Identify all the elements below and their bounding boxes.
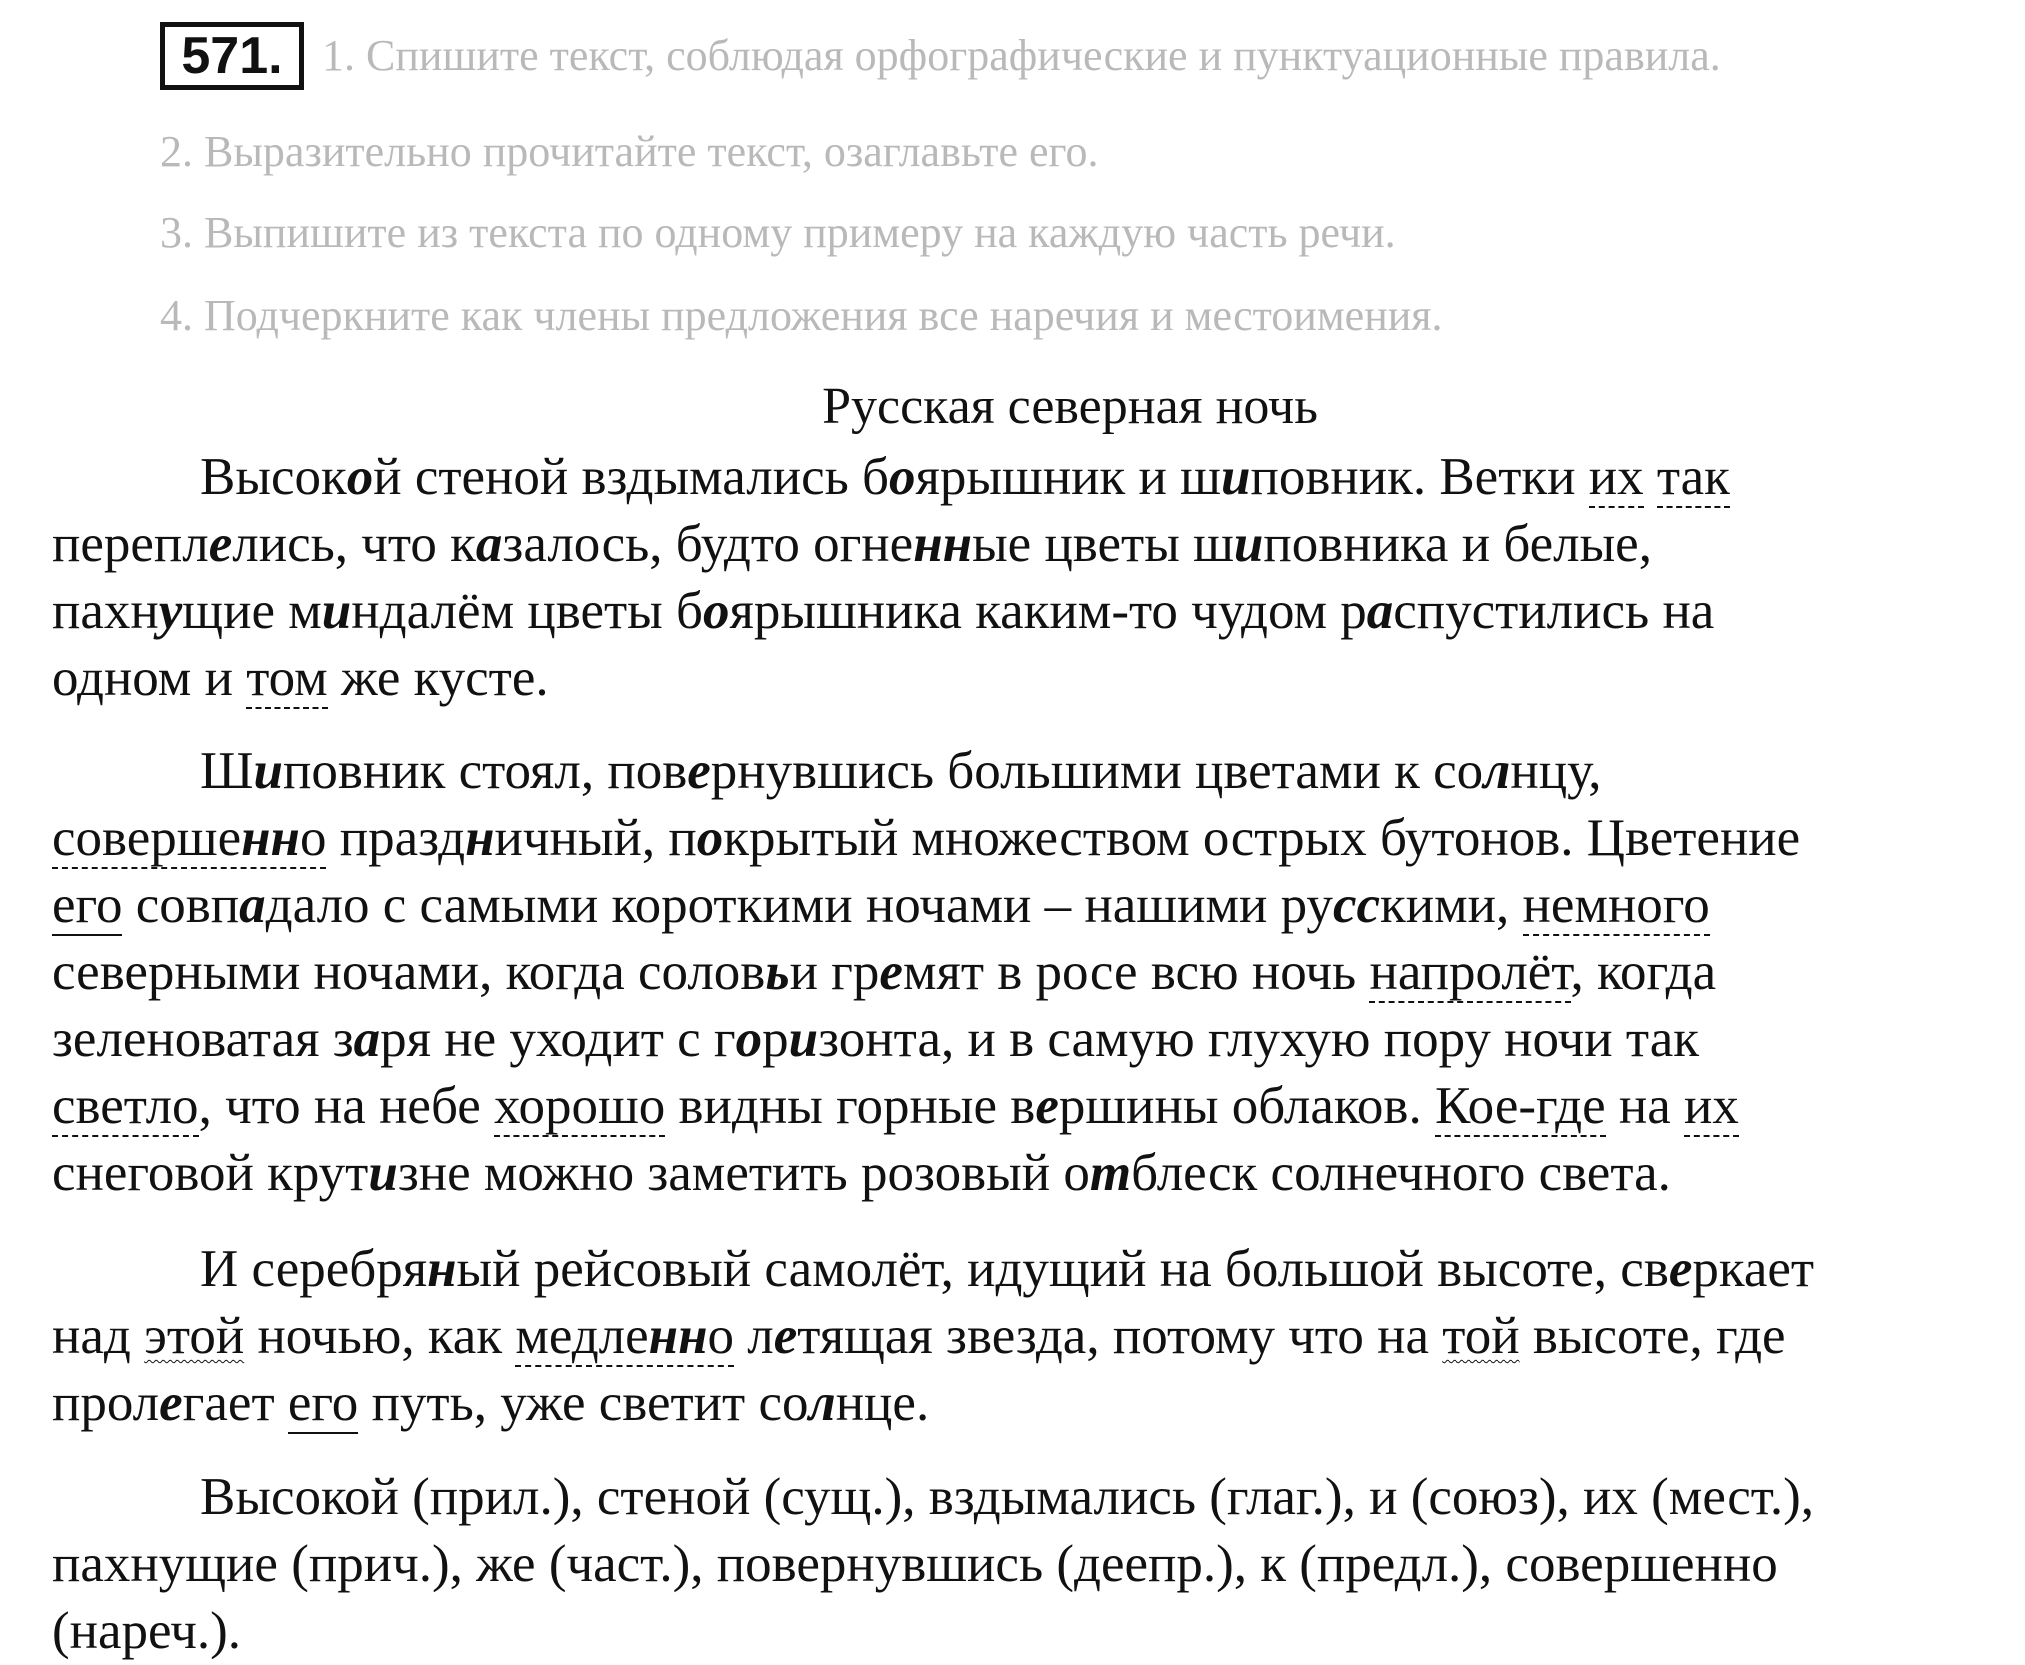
instruction-1: 1. Спишите текст, соблюдая орфографические и пунктуационные правила. xyxy=(322,31,1721,80)
p1-line-2: переплелись, что казалось, будто огненные цветы шиповника и белые, xyxy=(52,515,1652,573)
p2-line-3: его совпадало с самыми короткими ночами – нашими русскими, немного xyxy=(52,876,1710,934)
p2-line-4: северными ночами, когда соловьи гремят в росе всю ночь напролёт, когда xyxy=(52,943,1717,1001)
instruction-3: 3. Выпишите из текста по одному примеру на каждую часть речи. xyxy=(160,208,1396,257)
p1-line-4: одном и том же кусте. xyxy=(52,649,549,707)
p2-line-1: Шиповник стоял, повернувшись большими цветами к солнцу, xyxy=(200,742,1602,800)
instruction-4: 4. Подчеркните как члены предложения все наречия и местоимения. xyxy=(160,291,1443,340)
p1-line-3: пахнущие миндалём цветы боярышника каким-то чудом распустились на xyxy=(52,582,1715,640)
p2-line-2: совершенно праздничный, покрытый множеством острых бутонов. Цветение xyxy=(52,809,1801,867)
p4-line-2: пахнущие (прич.), же (част.), повернувшись (деепр.), к (предл.), совершенно xyxy=(52,1535,1778,1593)
p4-line-1: Высокой (прил.), стеной (сущ.), вздымались (глаг.), и (союз), их (мест.), xyxy=(200,1468,1815,1526)
paragraph-1 xyxy=(52,444,2012,712)
p3-line-1: И серебряный рейсовый самолёт, идущий на большой высоте, сверкает xyxy=(200,1240,1815,1298)
p4-line-3: (нареч.). xyxy=(52,1602,242,1660)
instruction-2: 2. Выразительно прочитайте текст, озаглавьте его. xyxy=(160,127,1099,176)
p2-line-6: светло, что на небе хорошо видны горные вершины облаков. Кое-где на их xyxy=(52,1077,1739,1135)
p3-line-3: пролегает его путь, уже светит солнце. xyxy=(52,1374,930,1432)
p2-line-5: зеленоватая заря не уходит с горизонта, и в самую глухую пору ночи так xyxy=(52,1010,1700,1068)
paragraph-4 xyxy=(52,1464,2012,1665)
text-title: Русская северная ночь xyxy=(822,378,1318,435)
p1-line-1: Высокой стеной вздымались боярышник и шиповник. Ветки их так xyxy=(200,448,1730,506)
paragraph-2 xyxy=(52,738,2012,1207)
p2-line-7: снеговой крутизне можно заметить розовый отблеск солнечного света. xyxy=(52,1144,1671,1202)
paragraph-3 xyxy=(52,1236,2012,1437)
p3-line-2: над этой ночью, как медленно летящая звезда, потому что на той высоте, где xyxy=(52,1307,1786,1365)
task-number: 571. xyxy=(160,22,304,90)
